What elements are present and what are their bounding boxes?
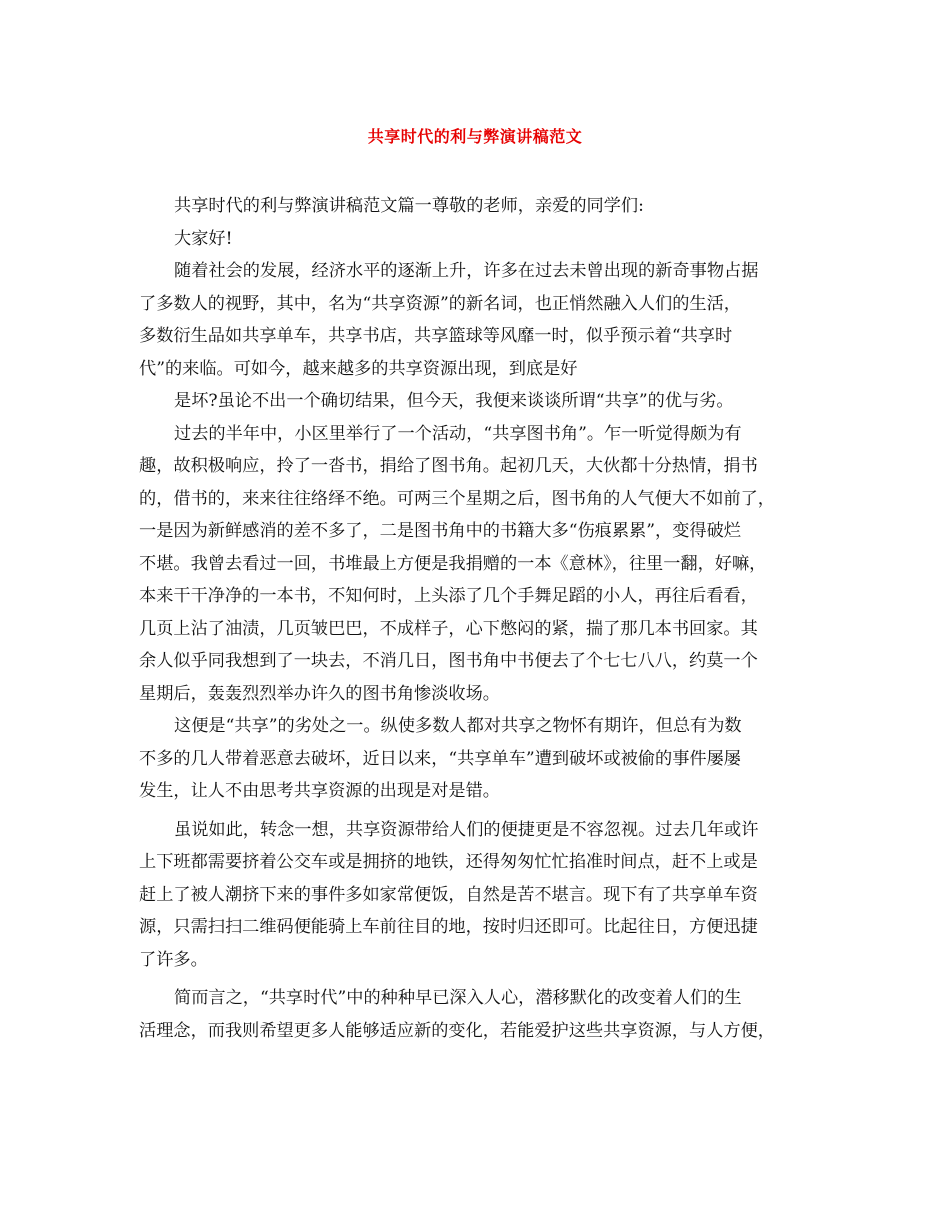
body-line: 随着社会的发展，经济水平的逐渐上升，许多在过去未曾出现的新奇事物占据 xyxy=(174,261,759,281)
body-line: 不堪。我曾去看过一回，书堆最上方便是我捐赠的一本《意林》，往里一翻，好嘛， xyxy=(139,553,767,574)
body-line: 星期后，轰轰烈烈举办许久的图书角惨淡收场。 xyxy=(139,683,500,704)
body-line: 共享时代的利与弊演讲稿范文篇一尊敬的老师，亲爱的同学们: xyxy=(174,196,644,216)
body-line: 代”的来临。可如今，越来越多的共享资源出现，到底是好 xyxy=(139,358,578,379)
body-line: 简而言之，“共享时代”中的种种早已深入人心，潜移默化的改变着人们的生 xyxy=(174,988,742,1008)
body-line: 趣，故积极响应，拎了一沓书，捐给了图书角。起初几天，大伙都十分热情，捐书 xyxy=(139,456,758,476)
body-line: 发生，让人不由思考共享资源的出现是对是错。 xyxy=(139,781,500,801)
body-line: 大家好! xyxy=(174,228,233,249)
body-line: 活理念，而我则希望更多人能够适应新的变化，若能爱护这些共享资源，与人方便， xyxy=(139,1020,775,1041)
document-body xyxy=(139,190,829,1047)
body-line: 上下班都需要挤着公交车或是拥挤的地铁，还得匆匆忙忙掐准时间点，赶不上或是 xyxy=(139,852,758,872)
body-line: 是坏?虽论不出一个确切结果，但今天，我便来谈谈所谓“共享”的优与劣。 xyxy=(174,391,734,411)
body-line: 过去的半年中，小区里举行了一个活动，“共享图书角”。乍一听觉得颇为有 xyxy=(174,423,742,444)
body-line: 虽说如此，转念一想，共享资源带给人们的便捷更是不容忽视。过去几年或许 xyxy=(174,819,759,840)
body-line: 源，只需扫扫二维码便能骑上车前往目的地，按时归还即可。比起往日，方便迅捷 xyxy=(139,917,758,937)
body-line: 余人似乎同我想到了一块去，不消几日，图书角中书便去了个七七八八，约莫一个 xyxy=(139,651,758,671)
body-line: 一是因为新鲜感消的差不多了，二是图书角中的书籍大多“伤痕累累”，变得破烂 xyxy=(139,521,741,541)
body-line: 了多数人的视野，其中，名为“共享资源”的新名词，也正悄然融入人们的生活， xyxy=(139,293,741,314)
body-line: 几页上沾了油渍，几页皱巴巴，不成样子，心下憋闷的紧，揣了那几本书回家。其 xyxy=(139,618,758,639)
body-line: 的，借书的，来来往往络绎不绝。可两三个星期之后，图书角的人气便大不如前了， xyxy=(139,488,775,509)
body-line: 这便是“共享”的劣处之一。纵使多数人都对共享之物怀有期许，但总有为数 xyxy=(174,716,742,736)
body-line: 本来干干净净的一本书，不知何时，上头添了几个手舞足蹈的小人，再往后看看， xyxy=(139,586,758,606)
body-line: 赶上了被人潮挤下来的事件多如家常便饭，自然是苦不堪言。现下有了共享单车资 xyxy=(139,884,758,905)
body-line: 多数衍生品如共享单车，共享书店，共享篮球等风靡一时，似乎预示着“共享时 xyxy=(139,326,733,346)
body-line: 了许多。 xyxy=(139,949,208,970)
body-line: 不多的几人带着恶意去破坏，近日以来，“共享单车”遭到破坏或被偷的事件屡屡 xyxy=(139,748,741,769)
document-title: 共享时代的利与弊演讲稿范文 xyxy=(367,127,583,146)
